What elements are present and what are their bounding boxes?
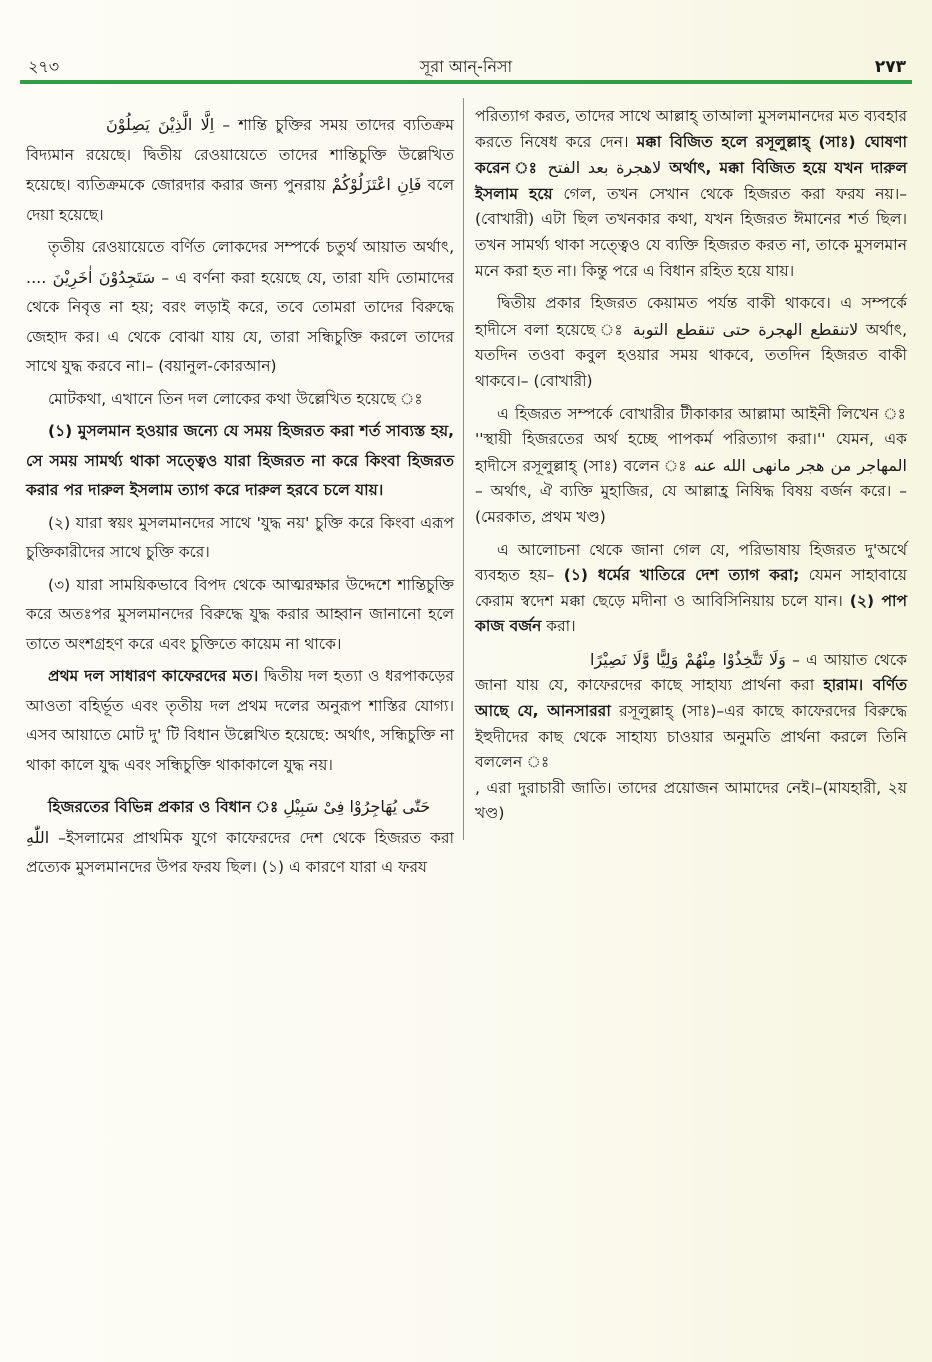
header-rule bbox=[20, 80, 912, 84]
text-segment: (১) ধর্মের খাতিরে দেশ ত্যাগ করা; bbox=[563, 566, 800, 585]
arabic-quote: وَلَا تَتَّخِذُوْا مِنْهُمْ وَلِیًّا وَّلَا نَصِیْرًا bbox=[590, 649, 786, 669]
paragraph bbox=[26, 509, 454, 568]
paragraph bbox=[26, 571, 454, 660]
text-segment: হারাম। বর্ণিত আছে যে, আনসাররা bbox=[475, 676, 907, 721]
text-segment: মক্কা বিজিত হলে রসূলুল্লাহ্ (সাঃ) ঘোষণা করেন ঃ bbox=[475, 132, 907, 178]
text-segment: এ হিজরত সম্পর্কে বোখারীর টীকাকার আল্লামা আইনী লিখেন ঃ ''স্থায়ী হিজরতের অর্থ হচ্ছে পাপকর্ম পরিত্যাগ করা।'' যেমন, এক হাদীসে রসূলুল্লাহ্ (সাঃ) বলেন ঃ bbox=[475, 404, 907, 475]
paragraph bbox=[475, 538, 907, 640]
text-segment: অর্থাৎ, যতদিন তওবা কবুল হওয়ার সময় থাকবে, ততদিন হিজরত বাকী থাকবে।– (বোখারী) bbox=[475, 320, 907, 390]
right-column bbox=[475, 104, 907, 834]
text-segment: বলে দেয়া হয়েছে। bbox=[26, 176, 454, 224]
text-segment: – এ আয়াত থেকে জানা যায় যে, কাফেরদের কাছে সাহায্য প্রার্থনা করা bbox=[475, 650, 908, 695]
text-segment: (৩) যারা সাময়িকভাবে বিপদ থেকে আত্মরক্ষার উদ্দেশে শান্তিচুক্তি করে অতঃপর মুসলমানদের বিরুদ্ধে যুদ্ধ করার আহ্বান জানানো হলে তাতে অংশগ্রহণ করে এবং চুক্তিতে কায়েম না থাকে। bbox=[26, 575, 454, 653]
text-segment: (২) যারা স্বয়ং মুসলমানদের সাথে 'যুদ্ধ নয়' চুক্তি করে কিংবা এরূপ চুক্তিকারীদের সাথে চুক্তি করে। bbox=[26, 513, 454, 561]
arabic-quote: لاتنقطع الهجرة حتى تنقطع التوبة bbox=[632, 319, 859, 339]
text-segment: – শান্তি চুক্তির সময় তাদের ব্যতিক্রম বিদ্যমান রয়েছে। দ্বিতীয় রেওয়ায়েতে তাদের শান্তিচুক্তি উল্লেখিত হয়েছে। ব্যতিক্রমকে জোরদার করার জন্য পুনরায় bbox=[26, 116, 455, 194]
arabic-quote: اِلَّا الَّذِیْنَ یَصِلُوْنَ bbox=[106, 115, 215, 134]
paragraph bbox=[26, 417, 454, 506]
paragraph bbox=[475, 104, 907, 284]
paragraph bbox=[475, 291, 907, 394]
text-segment: তৃতীয় রেওয়ায়েতে বর্ণিত লোকদের সম্পর্কে চতুর্থ আয়াত অর্থাৎ, bbox=[48, 238, 454, 256]
text-segment: মোটকথা, এখানে তিন দল লোকের কথা উল্লেখিত হয়েছে ঃ bbox=[48, 389, 423, 408]
column-divider bbox=[463, 98, 464, 840]
arabic-quote: سَتَجِدُوْنَ اٰخَرِیْنَ .... bbox=[26, 267, 156, 287]
running-header bbox=[26, 56, 906, 78]
text-segment: –ইসলামের প্রাথমিক যুগে কাফেরদের দেশ থেকে হিজরত করা প্রত্যেক মুসলমানদের উপর ফরয ছিল। (১) এ কারণে যারা এ ফরয bbox=[26, 828, 454, 876]
paragraph bbox=[475, 647, 907, 827]
text-segment: অর্থাৎ, মক্কা বিজিত হয়ে যখন দারুল ইসলাম হয়ে bbox=[475, 159, 907, 203]
text-segment: , এরা দুরাচারী জাতি। তাদের প্রয়োজন আমাদের নেই।–(মাযহারী, ২য় খণ্ড) bbox=[475, 778, 907, 823]
text-segment: দ্বিতীয় দল হত্যা ও ধরপাকড়ের আওতা বহির্ভূত এবং তৃতীয় দল প্রথম দলের অনুরূপ শাস্তির যোগ্য। এসব আয়াতে মোট দু' টি বিধান উল্লেখিত হয়েছে: অর্থাৎ, সন্ধিচুক্তি না থাকা কালে যুদ্ধ এবং সন্ধিচুক্তি থাকাকালে যুদ্ধ নয়। bbox=[26, 667, 455, 774]
paragraph bbox=[26, 110, 454, 230]
text-segment: যেমন সাহাবায়ে কেরাম স্বদেশ মক্কা ছেড়ে মদীনা ও আবিসিনিয়ায় চলে যান। bbox=[475, 566, 907, 610]
left-column bbox=[26, 110, 454, 886]
text-segment: গেল, তখন সেখান থেকে হিজরত করা ফরয নয়।– (বোখারী) এটা ছিল তখনকার কথা, যখন হিজরত ঈমানের শর্ত ছিল। তখন সামর্থ্য থাকা সত্ত্বেও যে ব্যক্তি হিজরত করত না, তাকে মুসলমান মনে করা হত না। কিন্তু পরে এ বিধান রহিত হয়ে যায়। bbox=[475, 184, 907, 280]
page-number-arabic: ٢٧٣ bbox=[874, 57, 906, 77]
paragraph bbox=[26, 662, 454, 780]
text-segment: রসূলুল্লাহ্ (সাঃ)–এর কাছে কাফেরদের বিরুদ্ধে ইহুদীদের কাছ থেকে সাহায্য চাওয়ার অনুমতি প্রার্থনা করলে তিনি বললেন ঃ bbox=[475, 702, 907, 772]
paragraph bbox=[26, 792, 454, 883]
arabic-quote: حَتّٰی یُهَاجِرُوْا فِیْ سَبِیْلِ bbox=[283, 797, 431, 816]
text-segment: (২) পাপ কাজ বর্জন bbox=[475, 591, 907, 636]
arabic-quote: المهاجر من هجر مانهى الله عنه bbox=[693, 455, 908, 475]
text-segment: দ্বিতীয় প্রকার হিজরত কেয়ামত পর্যন্ত বাকী থাকবে। এ সম্পর্কে হাদীসে বলা হয়েছে ঃ bbox=[475, 294, 907, 339]
paragraph bbox=[475, 402, 907, 531]
paragraph bbox=[26, 233, 454, 382]
section-heading: হিজরতের বিভিন্ন প্রকার ও বিধান ঃ bbox=[48, 798, 279, 816]
arabic-quote: فَاِنِ اعْتَزَلُوْكُمْ bbox=[331, 175, 422, 194]
text-segment: করা। bbox=[541, 617, 576, 636]
text-segment: প্রথম দল সাধারণ কাফেরদের মত। bbox=[48, 667, 259, 685]
text-segment: – অর্থাৎ, ঐ ব্যক্তি মুহাজির, যে আল্লাহ্র নিষিদ্ধ বিষয় বর্জন করে। – (মেরকাত, প্রথম খণ্ড) bbox=[475, 482, 907, 526]
text-segment: (১) মুসলমান হওয়ার জন্যে যে সময় হিজরত করা শর্ত সাব্যস্ত হয়, সে সময় সামর্থ্য থাকা সত্ত্বেও যারা হিজরত না করে কিংবা হিজরত করার পর দারুল ইসলাম ত্যাগ করে দারুল হরবে চলে যায়। bbox=[26, 422, 454, 499]
page-number-bengali: ২৭৩ bbox=[28, 57, 60, 76]
arabic-quote: لاهجرة بعد الفتح bbox=[547, 158, 662, 178]
text-segment: – এ বর্ণনা করা হয়েছে যে, তারা যদি তোমাদের থেকে নিবৃত্ত না হয়; বরং লড়াই করে, তবে তোমরা তাদের বিরুদ্ধে জেহাদ কর। এ থেকে বোঝা যায় যে, তারা সন্ধিচুক্তি করলে তাদের সাথে যুদ্ধ করবে না।– (বয়ানুল-কোরআন) bbox=[26, 268, 455, 375]
paragraph bbox=[26, 385, 454, 415]
surah-title: সূরা আন্-নিসা bbox=[419, 57, 513, 76]
text-segment: পরিত্যাগ করত, তাদের সাথে আল্লাহ্ তাআলা মুসলমানদের মত ব্যবহার করতে নিষেধ করে দেন। bbox=[475, 107, 907, 151]
arabic-quote: اللّٰهِ bbox=[26, 827, 50, 847]
text-segment: এ আলোচনা থেকে জানা গেল যে, পরিভাষায় হিজরত দু'অর্থে ব্যবহৃত হয়– bbox=[475, 540, 907, 585]
